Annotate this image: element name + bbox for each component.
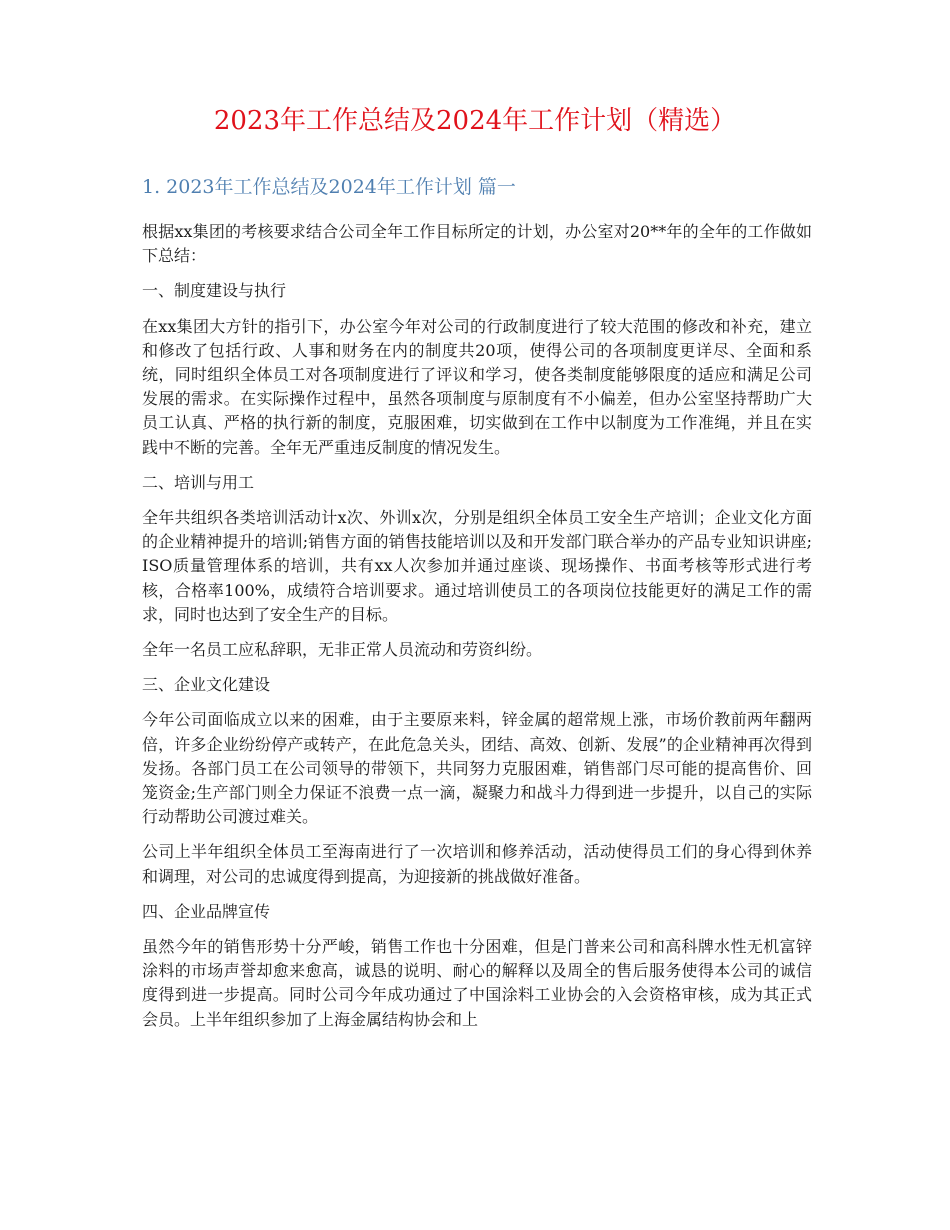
paragraph-system: 在xx集团大方针的指引下，办公室今年对公司的行政制度进行了较大范围的修改和补充，建立和修改了包括行政、人事和财务在内的制度共20项，使得公司的各项制度更详尽、全面和系统，同时组织全体员工对各项制度进行了评议和学习，使各类制度能够限度的适应和满足公司发展的需求。在实际操作过程中，虽然各项制度与原制度有不小偏差，但办公室坚持帮助广大员工认真、严格的执行新的制度，克服困难，切实做到在工作中以制度为工作准绳，并且在实践中不断的完善。全年无严重违反制度的情况发生。 (142, 316, 812, 457)
paragraph-retreat: 公司上半年组织全体员工至海南进行了一次培训和修养活动，活动使得员工们的身心得到休养和调理，对公司的忠诚度得到提高，为迎接新的挑战做好准备。 (142, 842, 812, 886)
intro-paragraph: 根据xx集团的考核要求结合公司全年工作目标所定的计划，办公室对20**年的全年的工作做如下总结： (142, 222, 812, 266)
document-body (142, 220, 812, 1043)
sub-heading-brand: 四、企业品牌宣传 (142, 901, 271, 921)
section-heading: 1. 2023年工作总结及2024年工作计划 篇一 (142, 176, 516, 198)
sub-heading-training: 二、培训与用工 (142, 472, 255, 492)
paragraph-training: 全年共组织各类培训活动计x次、外训x次，分别是组织全体员工安全生产培训；企业文化方面的企业精神提升的培训;销售方面的销售技能培训以及和开发部门联合举办的产品专业知识讲座;ISO质量管理体系的培训，共有xx人次参加并通过座谈、现场操作、书面考核等形式进行考核，合格率100%，成绩符合培训要求。通过培训使员工的各项岗位技能更好的满足工作的需求，同时也达到了安全生产的目标。 (142, 508, 812, 624)
sub-heading-culture: 三、企业文化建设 (142, 675, 271, 695)
paragraph-culture: 今年公司面临成立以来的困难，由于主要原来料，锌金属的超常规上涨，市场价教前两年翻两倍，许多企业纷纷停产或转产，在此危急关头，团结、高效、创新、发展”的企业精神再次得到发扬。各部门员工在公司领导的带领下，共同努力克服困难，销售部门尽可能的提高售价、回笼资金;生产部门则全力保证不浪费一点一滴，凝聚力和战斗力得到进一步提升，以自己的实际行动帮助公司渡过难关。 (142, 710, 812, 827)
paragraph-staffing: 全年一名员工应私辞职，无非正常人员流动和劳资纠纷。 (142, 640, 543, 660)
sub-heading-system: 一、制度建设与执行 (142, 281, 287, 301)
paragraph-brand: 虽然今年的销售形势十分严峻，销售工作也十分困难，但是门普来公司和高科牌水性无机富锌涂料的市场声誉却愈来愈高，诚恳的说明、耐心的解释以及周全的售后服务使得本公司的诚信度得到进一步提高。同时公司今年成功通过了中国涂料工业协会的入会资格审核，成为其正式会员。上半年组织参加了上海金属结构协会和上 (142, 937, 812, 1029)
document-title: 2023年工作总结及2024年工作计划（精选） (213, 106, 737, 136)
